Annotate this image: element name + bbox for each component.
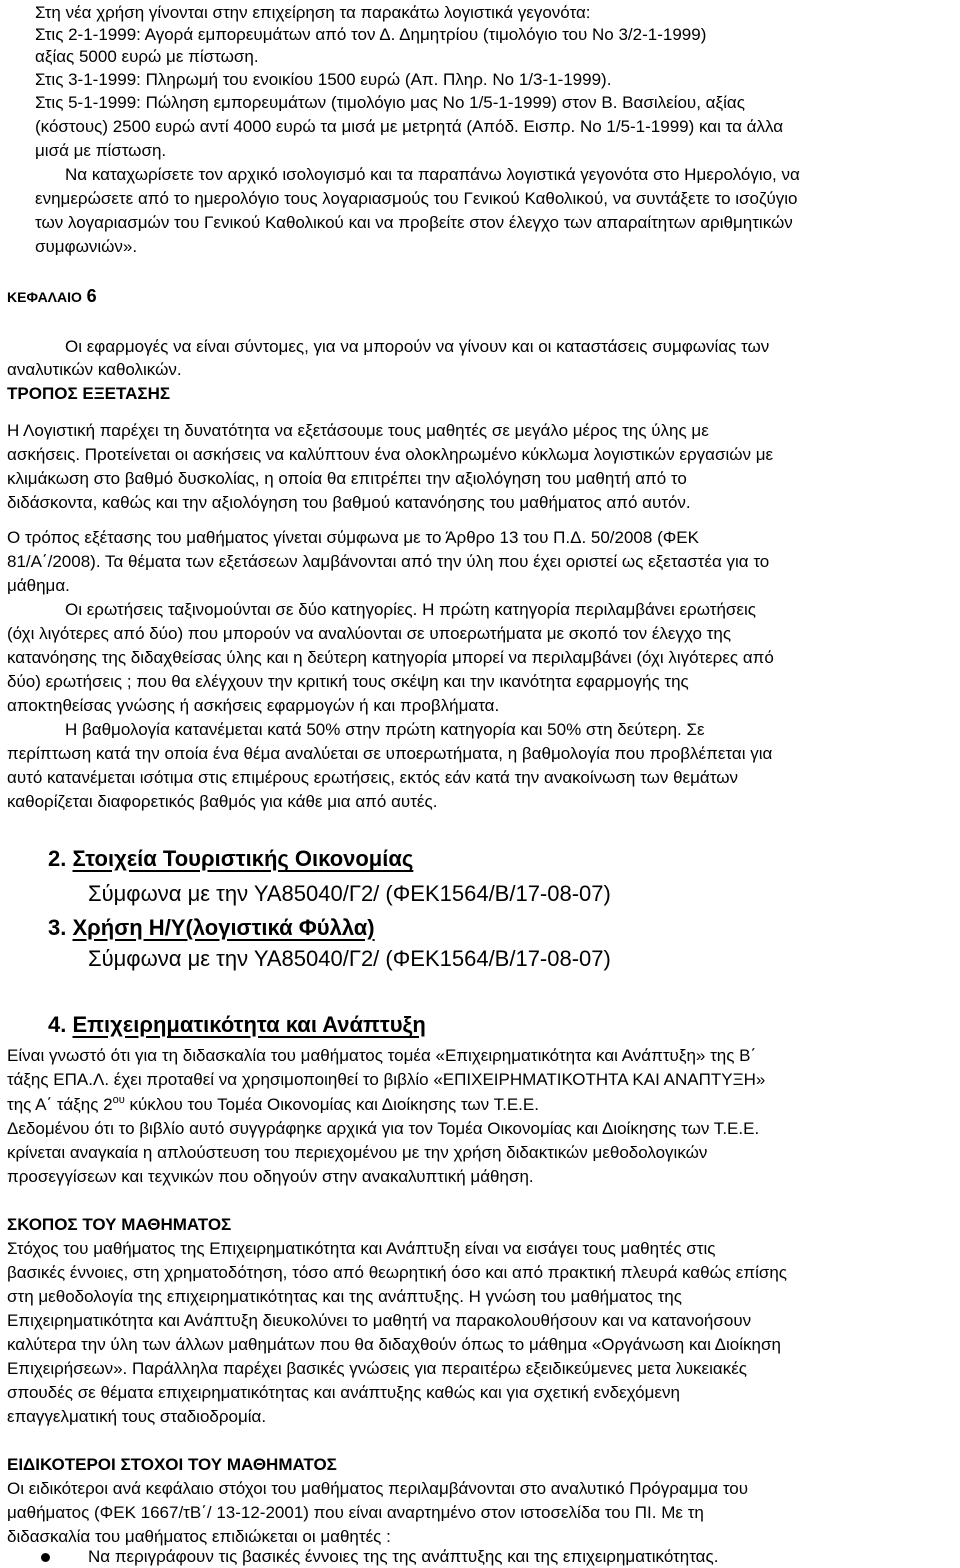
ordinal-superscript: ου	[112, 1094, 125, 1106]
business-text: προσεγγίσεων και τεχνικών που οδηγούν στην ανακαλυπτική μάθηση.	[7, 1167, 534, 1186]
purpose-text: επαγγελματική τους σταδιοδρομία.	[7, 1407, 267, 1426]
purpose-text: βασικές έννοιες, στη χρηματοδότηση, τόσο από θεωρητική όσο και από πρακτική πλευρά καθώς επίσης	[7, 1263, 787, 1282]
exam-text: Ο τρόπος εξέτασης του μαθήματος γίνεται σύμφωνα με το Άρθρο 13 του Π.Δ. 50/2008 (ΦΕΚ	[7, 528, 699, 547]
business-text: Είναι γνωστό ότι για τη διδασκαλία του μαθήματος τομέα «Επιχειρηματικότητα και Ανάπτυξη» της Β΄	[7, 1046, 757, 1065]
intro-line: ενημερώσετε από το ημερολόγιο τους λογαριασμούς του Γενικού Καθολικού, να συντάξετε το ισοζύγιο	[35, 189, 798, 208]
exam-text: (όχι λιγότερες από δύο) που μπορούν να αναλύονται σε υποερωτήματα με σκοπό τον έλεγχο της	[7, 624, 732, 643]
business-text: κρίνεται αναγκαία η απλούστευση του περιεχομένου με την χρήση διδακτικών μεθοδολογικών	[7, 1143, 708, 1162]
chapter-heading	[7, 286, 97, 307]
purpose-text: σπουδές σε θέματα επιχειρηματικότητας και ανάπτυξης καθώς και για σχετική ενδεχόμενη	[7, 1383, 680, 1402]
chapter-label: ΚΕΦΑΛΑΙΟ	[7, 289, 82, 305]
section-heading-exam: ΤΡΟΠΟΣ ΕΞΕΤΑΣΗΣ	[7, 384, 171, 403]
chapter-number: 6	[86, 286, 97, 306]
chapter-text: Οι εφαρμογές να είναι σύντομες, για να μπορούν να γίνουν και οι καταστάσεις συμφωνίας των	[65, 337, 770, 356]
business-text: τάξης ΕΠΑ.Λ. έχει προταθεί να χρησιμοποιηθεί το βιβλίο «ΕΠΙΧΕΙΡΗΜΑΤΙΚΟΤΗΤΑ ΚΑΙ ΑΝΑΠΤΥΞΗ»	[7, 1070, 766, 1089]
business-text-part: της Α΄ τάξης 2	[7, 1095, 113, 1114]
intro-line: αξίας 5000 ευρώ με πίστωση.	[35, 47, 259, 66]
exam-text: 81/Α΄/2008). Τα θέματα των εξετάσεων λαμβάνονται από την ύλη που έχει οριστεί ως εξεταστέα για το	[7, 552, 770, 571]
course-item-subtitle: Σύμφωνα με την ΥΑ85040/Γ2/ (ΦΕΚ1564/Β/17-08-07)	[88, 946, 611, 971]
intro-line: μισά με πίστωση.	[35, 141, 167, 160]
objectives-text: Οι ειδικότεροι ανά κεφάλαιο στόχοι του μαθήματος περιλαμβάνονται στο αναλυτικό Πρόγραμμα του	[7, 1479, 749, 1498]
exam-text: κατανόησης της διδαχθείσας ύλης και η δεύτερη κατηγορία μπορεί να περιλαμβάνει (όχι λιγότερες από	[7, 648, 774, 667]
exam-text: δύο) ερωτήσεις ; που θα ελέγχουν την κριτική τους σκέψη και την ικανότητα εφαρμογής της	[7, 672, 689, 691]
exam-text: Η Λογιστική παρέχει τη δυνατότητα να εξετάσουμε τους μαθητές σε μεγάλο μέρος της ύλης με	[7, 421, 709, 440]
section-heading-purpose: ΣΚΟΠΟΣ ΤΟΥ ΜΑΘΗΜΑΤΟΣ	[7, 1215, 232, 1234]
exam-text: ασκήσεις. Προτείνεται οι ασκήσεις να καλύπτουν ένα ολοκληρωμένο κύκλωμα λογιστικών εργασιών με	[7, 445, 774, 464]
intro-line: Στις 2-1-1999: Αγορά εμπορευμάτων από τον Δ. Δημητρίου (τιμολόγιο του Νο 3/2-1-1999)	[35, 25, 707, 44]
intro-line: Στις 3-1-1999: Πληρωμή του ενοικίου 1500 ευρώ (Απ. Πληρ. Νο 1/3-1-1999).	[35, 70, 612, 89]
course-item-title: Στοιχεία Τουριστικής Οικονομίας	[72, 846, 414, 871]
intro-line: Στις 5-1-1999: Πώληση εμπορευμάτων (τιμολόγιο μας Νο 1/5-1-1999) στον Β. Βασιλείου, αξίας	[35, 93, 745, 112]
exam-text: καθορίζεται διαφορετικός βαθμός για κάθε μια από αυτές.	[7, 792, 438, 811]
course-item-2	[48, 846, 413, 872]
intro-line: Στη νέα χρήση γίνονται στην επιχείρηση τα παρακάτω λογιστικά γεγονότα:	[35, 3, 591, 22]
exam-text: Οι ερωτήσεις ταξινομούνται σε δύο κατηγορίες. Η πρώτη κατηγορία περιλαμβάνει ερωτήσεις	[65, 600, 756, 619]
course-item-number: 3.	[48, 915, 67, 940]
bullet-icon	[41, 1553, 50, 1562]
objectives-bullet-item: Να περιγράφουν τις βασικές έννοιες της της ανάπτυξης και της επιχειρηματικότητας.	[88, 1547, 719, 1566]
business-text	[7, 1095, 539, 1115]
exam-text: διδάσκοντα, καθώς και την αξιολόγηση του βαθμού κατανόησης του μαθήματος από αυτόν.	[7, 493, 691, 512]
exam-text: περίπτωση κατά την οποία ένα θέμα αναλύεται σε υποερωτήματα, η βαθμολογία που προβλέπεται για	[7, 744, 773, 763]
course-item-number: 4.	[48, 1012, 67, 1037]
exam-text: Η βαθμολογία κατανέμεται κατά 50% στην πρώτη κατηγορία και 50% στη δεύτερη. Σε	[65, 720, 705, 739]
purpose-text: Επιχειρήσεων». Παράλληλα παρέχει βασικές γνώσεις για περαιτέρω εξειδικεύμενες μετα λυκειακές	[7, 1359, 747, 1378]
business-text: Δεδομένου ότι το βιβλίο αυτό συγγράφηκε αρχικά για τον Τομέα Οικονομίας και Διοίκησης των Τ.Ε.Ε.	[7, 1119, 760, 1138]
objectives-text: μαθήματος (ΦΕΚ 1667/τΒ΄/ 13-12-2001) που είναι αναρτημένο στον ιστοσελίδα του ΠΙ. Με τη	[7, 1503, 704, 1522]
course-item-4	[48, 1012, 426, 1038]
objectives-text: διδασκαλία του μαθήματος επιδιώκεται οι μαθητές :	[7, 1527, 391, 1546]
chapter-text: αναλυτικών καθολικών.	[7, 360, 182, 379]
purpose-text: Επιχειρηματικότητα και Ανάπτυξη διευκολύνει το μαθητή να παρακολουθήσουν και να κατανοήσουν	[7, 1311, 752, 1330]
exam-text: μάθημα.	[7, 576, 70, 595]
course-item-subtitle: Σύμφωνα με την ΥΑ85040/Γ2/ (ΦΕΚ1564/Β/17-08-07)	[88, 881, 611, 906]
exam-text: αποκτηθείσας γνώσης ή ασκήσεις εφαρμογών ή και προβλήματα.	[7, 696, 500, 715]
exam-text: κλιμάκωση στο βαθμό δυσκολίας, η οποία θα επιτρέπει την αξιολόγηση του μαθητή από το	[7, 469, 687, 488]
intro-line: συμφωνιών».	[35, 237, 138, 256]
section-heading-objectives: ΕΙΔΙΚΟΤΕΡΟΙ ΣΤΟΧΟΙ ΤΟΥ ΜΑΘΗΜΑΤΟΣ	[7, 1455, 337, 1474]
intro-line: (κόστους) 2500 ευρώ αντί 4000 ευρώ τα μισά με μετρητά (Απόδ. Εισπρ. Νο 1/5-1-1999) και τα άλλα	[35, 117, 784, 136]
intro-line: Να καταχωρίσετε τον αρχικό ισολογισμό και τα παραπάνω λογιστικά γεγονότα στο Ημερολόγιο, να	[65, 165, 800, 184]
purpose-text: Στόχος του μαθήματος της Επιχειρηματικότητα και Ανάπτυξη είναι να εισάγει τους μαθητές στις	[7, 1239, 716, 1258]
purpose-text: στη μεθοδολογία της επιχειρηματικότητας και της ανάπτυξης. Η γνώση του μαθήματος της	[7, 1287, 682, 1306]
business-text-part: κύκλου του Τομέα Οικονομίας και Διοίκησης των Τ.Ε.Ε.	[124, 1095, 539, 1114]
course-item-3	[48, 915, 375, 941]
exam-text: αυτό κατανέμεται ισότιμα στις επιμέρους ερωτήσεις, εκτός εάν κατά την ανακοίνωση των θεμάτων	[7, 768, 738, 787]
intro-line: των λογαριασμών του Γενικού Καθολικού και να προβείτε στον έλεγχο των απαραίτητων αριθμητικών	[35, 213, 793, 232]
course-item-title: Χρήση Η/Υ(λογιστικά Φύλλα)	[72, 915, 375, 940]
course-item-number: 2.	[48, 846, 67, 871]
course-item-title: Επιχειρηματικότητα και Ανάπτυξη	[72, 1012, 426, 1037]
purpose-text: καλύτερα την ύλη των άλλων μαθημάτων που θα διδαχθούν όπως το μάθημα «Οργάνωση και Διοίκηση	[7, 1335, 781, 1354]
